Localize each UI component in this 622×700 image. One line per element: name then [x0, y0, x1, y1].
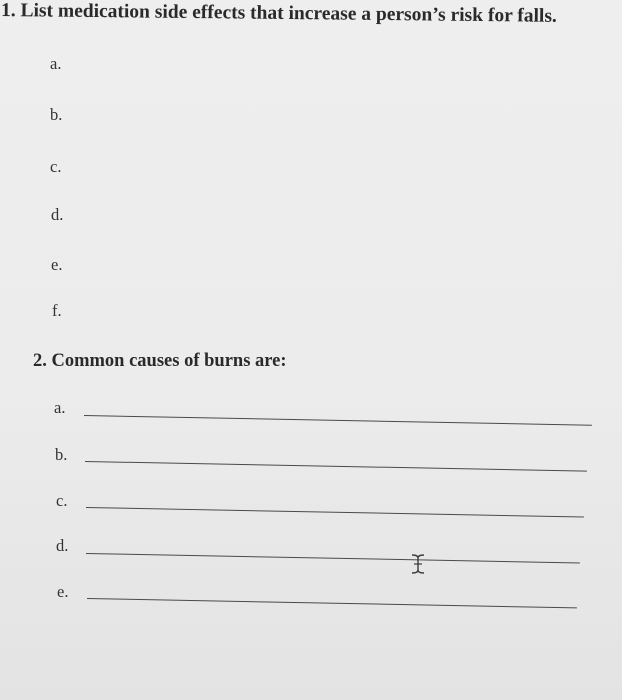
- q1-item-c-label: c.: [50, 157, 62, 176]
- q2-item-c-label: c.: [56, 491, 68, 510]
- q2-item-c-answer-line[interactable]: [86, 507, 584, 518]
- q1-item-f-label: f.: [52, 301, 62, 320]
- q2-item-a-label: a.: [54, 398, 66, 417]
- q1-item-b-label: b.: [50, 105, 63, 124]
- q1-item-d-label: d.: [51, 205, 64, 224]
- q1-item-e-label: e.: [51, 255, 63, 274]
- text-cursor-icon: [409, 553, 427, 575]
- q2-item-d-answer-line[interactable]: [86, 553, 580, 563]
- q1-item-a-label: a.: [50, 54, 62, 73]
- q2-item-b-answer-line[interactable]: [85, 461, 587, 472]
- question-2-title: 2. Common causes of burns are:: [33, 351, 287, 371]
- q2-item-e-answer-line[interactable]: [87, 598, 577, 608]
- question-1-title: 1. List medication side effects that increase a person’s risk for falls.: [0, 0, 557, 27]
- q2-item-d-label: d.: [56, 536, 69, 555]
- q2-item-a-answer-line[interactable]: [84, 415, 592, 426]
- q2-item-e-label: e.: [57, 582, 69, 601]
- q2-item-b-label: b.: [55, 445, 68, 464]
